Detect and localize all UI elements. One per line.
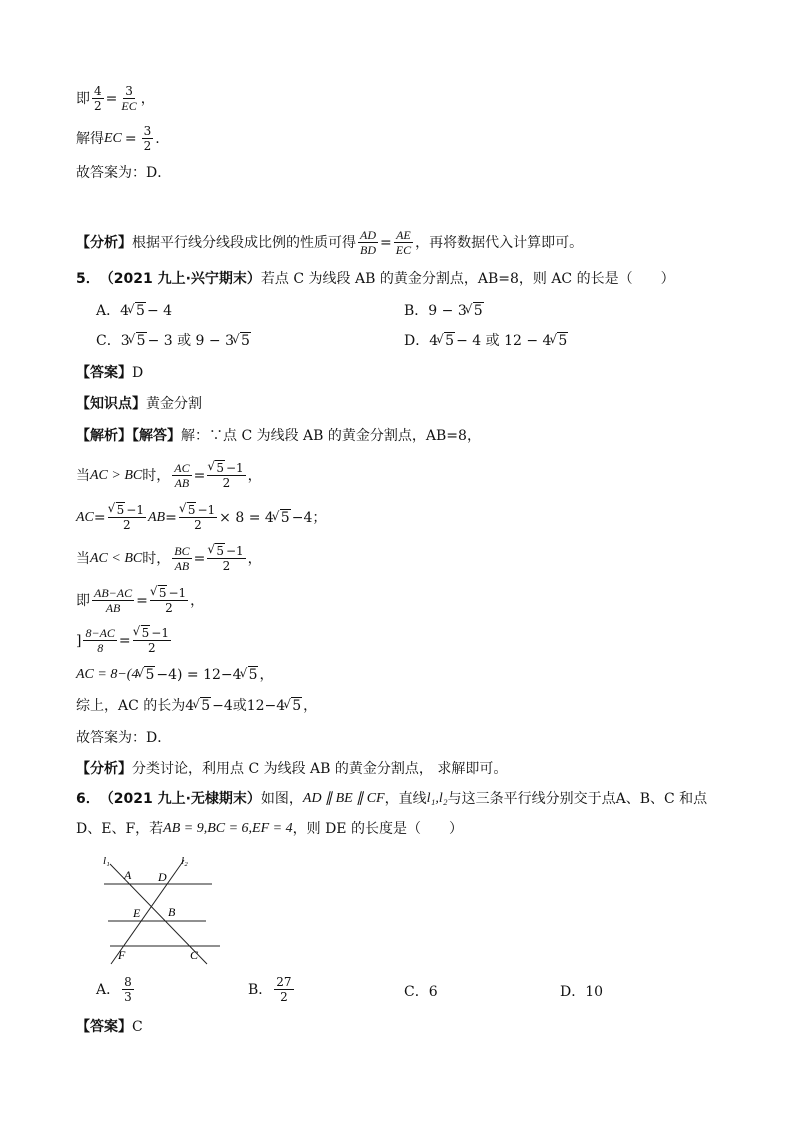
sqrt bbox=[209, 544, 225, 558]
option-label: A． bbox=[96, 303, 121, 319]
numerator bbox=[133, 626, 171, 641]
equals: = bbox=[136, 592, 148, 609]
text: ， bbox=[247, 550, 262, 567]
text: 如图， bbox=[260, 791, 303, 807]
equals: = bbox=[93, 509, 106, 526]
radicand: 5 bbox=[558, 333, 568, 349]
equals: = bbox=[124, 130, 137, 147]
denominator: 8 bbox=[97, 641, 104, 655]
denominator: 2 bbox=[280, 990, 288, 1004]
text: . bbox=[155, 130, 160, 147]
denominator: 2 bbox=[147, 641, 156, 655]
text: −1 bbox=[168, 586, 187, 600]
text: −4或12−4 bbox=[212, 698, 286, 714]
text: ， bbox=[247, 467, 262, 484]
given-values: AB = 9,BC = 6,EF = 4 bbox=[163, 821, 293, 836]
numerator: 8−AC bbox=[85, 626, 115, 640]
text: − 3 或 9 − 3 bbox=[147, 333, 234, 349]
answer-tag: 【答案】 bbox=[76, 365, 132, 381]
question-source: （2021 九上·无棣期末） bbox=[99, 791, 261, 807]
radicand: 5 bbox=[136, 303, 145, 319]
text: −1 bbox=[126, 503, 144, 517]
q6-option-c[interactable] bbox=[404, 983, 438, 1001]
option-label: D． bbox=[404, 333, 430, 349]
equals: = bbox=[193, 550, 206, 567]
text: −4； bbox=[291, 509, 327, 526]
sqrt bbox=[129, 302, 146, 320]
text: ， bbox=[190, 592, 205, 609]
text: ] bbox=[76, 632, 82, 649]
solution-step-7 bbox=[76, 697, 317, 715]
text: 即 bbox=[76, 90, 90, 107]
fraction bbox=[172, 544, 191, 573]
q6-option-a[interactable] bbox=[96, 975, 136, 1004]
sqrt bbox=[194, 697, 211, 715]
q5-stem bbox=[76, 270, 675, 288]
text: −1 bbox=[225, 544, 244, 558]
numerator: 4 bbox=[94, 84, 102, 98]
option-label: B． bbox=[404, 303, 429, 319]
numerator: 8 bbox=[124, 975, 132, 989]
analysis-tag: 【分析】 bbox=[76, 234, 132, 251]
variable: l₁,l₂ bbox=[426, 791, 448, 806]
fraction bbox=[179, 503, 217, 532]
radicand: 5 bbox=[216, 544, 224, 558]
text: −1 bbox=[225, 461, 244, 475]
condition: AC < BC bbox=[90, 550, 143, 566]
fraction bbox=[119, 84, 138, 113]
radicand: 5 bbox=[145, 667, 155, 683]
text: ， bbox=[140, 90, 155, 107]
fraction bbox=[133, 626, 171, 655]
text: 综上，AC 的长为4 bbox=[76, 698, 195, 714]
text: 4 bbox=[120, 303, 130, 319]
text: 时， bbox=[142, 467, 171, 484]
denominator: EC bbox=[395, 243, 412, 257]
text: × 8 = 4 bbox=[219, 509, 274, 526]
sqrt bbox=[209, 461, 225, 475]
solution-step-8 bbox=[76, 729, 171, 747]
numerator: AC bbox=[174, 461, 190, 475]
label-l2: l₂ bbox=[181, 855, 188, 867]
numerator bbox=[179, 503, 217, 518]
numerator: AD bbox=[360, 228, 376, 242]
radicand: 5 bbox=[216, 461, 224, 475]
text: ，直线 bbox=[384, 791, 427, 807]
radicand: 5 bbox=[158, 586, 167, 600]
fraction bbox=[394, 228, 413, 257]
condition: AC > BC bbox=[90, 467, 143, 483]
fraction bbox=[207, 461, 245, 490]
equals: = bbox=[105, 90, 118, 107]
denominator: 2 bbox=[194, 518, 202, 532]
text: 故答案为：D． bbox=[76, 165, 172, 181]
equals: = bbox=[118, 632, 131, 649]
sqrt bbox=[135, 626, 151, 640]
solution-step-4 bbox=[76, 586, 204, 615]
radicand: 5 bbox=[187, 503, 196, 517]
numerator: 27 bbox=[276, 975, 292, 989]
numerator: AE bbox=[396, 228, 411, 242]
numerator bbox=[108, 503, 146, 518]
analysis-text: 分类讨论，利用点 C 为线段 AB 的黄金分割点， 求解即可。 bbox=[132, 761, 508, 777]
text: 故答案为：D． bbox=[76, 730, 172, 746]
sqrt bbox=[110, 503, 126, 517]
q5-solution-intro bbox=[76, 427, 481, 445]
q5-option-c[interactable] bbox=[96, 332, 252, 350]
radicand: 5 bbox=[141, 626, 150, 640]
fraction bbox=[108, 503, 146, 532]
text: 时， bbox=[142, 550, 171, 567]
answer-value: C bbox=[132, 1019, 143, 1035]
sqrt bbox=[130, 332, 147, 350]
numerator bbox=[207, 544, 245, 559]
option-value: 10 bbox=[585, 984, 604, 1000]
option-label: B． bbox=[248, 981, 273, 998]
text: ，再将数据代入计算即可。 bbox=[415, 234, 584, 251]
denominator: AB bbox=[105, 601, 121, 615]
denominator: 3 bbox=[124, 990, 132, 1004]
text: ， bbox=[259, 667, 274, 683]
denominator: 2 bbox=[222, 476, 231, 490]
variable: AC bbox=[76, 509, 94, 525]
fraction bbox=[150, 586, 188, 615]
text: 与这三条平行线分别交于点A、B、C 和点 bbox=[447, 791, 708, 807]
numerator: BC bbox=[174, 544, 190, 558]
denominator: 2 bbox=[122, 518, 131, 532]
text: 当 bbox=[76, 467, 90, 484]
fraction bbox=[172, 461, 191, 490]
q6-option-b[interactable] bbox=[248, 975, 296, 1004]
variable: EC bbox=[104, 130, 122, 146]
q5-knowledge bbox=[76, 395, 202, 413]
radicand: 5 bbox=[136, 333, 146, 349]
equals: = bbox=[380, 234, 392, 251]
denominator: 2 bbox=[165, 601, 173, 615]
sqrt bbox=[438, 332, 455, 350]
question-number: 5． bbox=[76, 271, 100, 287]
sqrt bbox=[234, 332, 251, 350]
denominator: BD bbox=[360, 243, 376, 257]
label-E: E bbox=[133, 906, 141, 920]
radicand: 5 bbox=[241, 333, 250, 349]
answer-value: D bbox=[132, 365, 144, 381]
radicand: 5 bbox=[292, 698, 302, 714]
sqrt bbox=[242, 666, 259, 684]
condition: AD ∥ BE ∥ CF bbox=[302, 791, 385, 806]
fraction bbox=[122, 975, 134, 1004]
equals: = bbox=[193, 467, 206, 484]
equals: = bbox=[165, 509, 177, 526]
solution-step-6 bbox=[76, 666, 273, 684]
solution-step-2 bbox=[76, 503, 326, 532]
text: D、E、F，若 bbox=[76, 821, 164, 837]
eq-line-1 bbox=[76, 84, 155, 113]
numerator: AB−AC bbox=[94, 586, 133, 600]
text: −1 bbox=[197, 503, 216, 517]
solution-step-3 bbox=[76, 544, 262, 573]
denominator: 2 bbox=[94, 99, 102, 113]
denominator: 2 bbox=[222, 559, 231, 573]
q6-answer bbox=[76, 1018, 143, 1036]
q5-answer bbox=[76, 364, 143, 382]
q5-option-b[interactable] bbox=[404, 302, 485, 320]
solution-step-1 bbox=[76, 461, 262, 490]
fraction bbox=[207, 544, 245, 573]
eq-line-2 bbox=[76, 124, 160, 153]
fraction bbox=[274, 975, 293, 1004]
sqrt bbox=[551, 332, 568, 350]
question-text: 若点 C 为线段 AB 的黄金分割点，AB=8，则 AC 的长是（ ） bbox=[260, 271, 675, 287]
fraction bbox=[92, 84, 104, 113]
option-label: C． bbox=[96, 333, 121, 349]
radicand: 5 bbox=[473, 303, 483, 319]
text: 9 − 3 bbox=[428, 303, 467, 319]
numerator bbox=[207, 461, 245, 476]
question-number: 6． bbox=[76, 791, 100, 807]
fraction bbox=[92, 586, 134, 615]
label-l1: l₁ bbox=[103, 855, 110, 867]
solution-step-5 bbox=[76, 626, 173, 655]
text: ， bbox=[303, 698, 318, 714]
q6-option-d[interactable] bbox=[560, 983, 603, 1001]
analysis-line bbox=[76, 228, 583, 257]
radicand: 5 bbox=[248, 667, 258, 683]
fraction bbox=[83, 626, 116, 655]
option-label: D． bbox=[560, 984, 586, 1000]
label-F: F bbox=[118, 948, 126, 962]
radicand: 5 bbox=[280, 509, 290, 526]
text: −1 bbox=[151, 626, 169, 640]
analysis-tag: 【分析】 bbox=[76, 761, 132, 777]
geometry-figure bbox=[96, 852, 232, 966]
q5-analysis bbox=[76, 760, 507, 778]
q5-option-a[interactable] bbox=[96, 302, 172, 320]
sqrt bbox=[285, 697, 302, 715]
sqrt bbox=[274, 509, 291, 527]
label-A: A bbox=[124, 868, 132, 882]
text: 3 bbox=[120, 333, 130, 349]
text: 即 bbox=[76, 592, 90, 609]
label-C: C bbox=[190, 948, 199, 962]
denominator: 2 bbox=[143, 139, 152, 153]
option-label: A． bbox=[96, 981, 121, 998]
text: −4) = 12−4 bbox=[156, 667, 242, 683]
text: − 4 bbox=[146, 303, 173, 319]
numerator: 3 bbox=[125, 84, 133, 98]
variable: AB bbox=[147, 509, 166, 525]
denominator: EC bbox=[121, 99, 137, 113]
text: 根据平行线分线段成比例的性质可得 bbox=[132, 234, 356, 251]
fraction bbox=[358, 228, 378, 257]
q5-option-d[interactable] bbox=[404, 332, 569, 350]
fraction bbox=[142, 124, 154, 153]
q6-stem-line-2 bbox=[76, 820, 463, 838]
option-value: 6 bbox=[428, 984, 438, 1000]
radicand: 5 bbox=[201, 698, 211, 714]
solution-tag: 【解析】【解答】 bbox=[76, 428, 181, 444]
radicand: 5 bbox=[445, 333, 455, 349]
knowledge-tag: 【知识点】 bbox=[76, 396, 146, 412]
radicand: 5 bbox=[116, 503, 125, 517]
sqrt bbox=[181, 503, 197, 517]
text: ，则 DE 的长度是（ ） bbox=[292, 821, 463, 837]
knowledge-text: 黄金分割 bbox=[146, 396, 202, 412]
answer-tag: 【答案】 bbox=[76, 1019, 132, 1035]
answer-line bbox=[76, 164, 171, 182]
text: 解得 bbox=[76, 130, 104, 147]
sqrt bbox=[152, 586, 168, 600]
denominator: AB bbox=[174, 476, 190, 490]
text: 当 bbox=[76, 550, 90, 567]
q6-stem-line-1 bbox=[76, 790, 707, 808]
label-D: D bbox=[158, 870, 167, 884]
option-label: C． bbox=[404, 984, 429, 1000]
denominator: AB bbox=[174, 559, 190, 573]
numerator bbox=[150, 586, 188, 601]
sqrt bbox=[138, 666, 155, 684]
text: AC = 8−(4 bbox=[76, 667, 139, 682]
numerator: 3 bbox=[143, 124, 152, 138]
text: 解：∵点 C 为线段 AB 的黄金分割点，AB=8， bbox=[181, 428, 481, 444]
text: − 4 或 12 − 4 bbox=[456, 333, 552, 349]
label-B: B bbox=[168, 905, 176, 919]
question-source: （2021 九上·兴宁期末） bbox=[99, 271, 261, 287]
sqrt bbox=[467, 302, 484, 320]
text: 4 bbox=[429, 333, 439, 349]
